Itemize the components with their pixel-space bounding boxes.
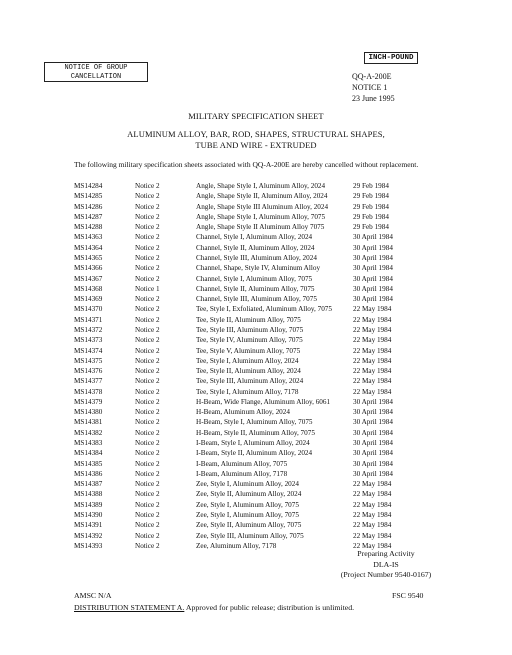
spec-date: 22 May 1984 (353, 305, 392, 314)
notice-number: Notice 2 (135, 356, 160, 365)
spec-date: 22 May 1984 (353, 336, 392, 345)
spec-number: MS14376 (74, 367, 103, 376)
spec-description: H-Beam, Wide Flange, Aluminum Alloy, 6061 (196, 397, 331, 406)
notice-number: Notice 2 (135, 541, 160, 550)
spec-date: 22 May 1984 (353, 511, 392, 519)
spec-description: Zee, Style II, Aluminum Alloy, 7075 (196, 521, 302, 530)
table-row (74, 294, 413, 304)
spec-date: 29 Feb 1984 (353, 212, 389, 221)
spec-date: 30 April 1984 (353, 243, 393, 252)
spec-description: H-Beam, Aluminum Alloy, 2024 (196, 408, 290, 417)
notice-number: Notice 2 (135, 223, 160, 232)
spec-description: Tee, Style II, Aluminum Alloy, 7075 (196, 315, 301, 324)
doc-date: 23 June 1995 (352, 94, 395, 103)
document-identifier (352, 71, 395, 104)
notice-number: Notice 2 (135, 459, 160, 468)
notice-number: Notice 2 (135, 336, 160, 345)
notice-number: Notice 2 (135, 469, 160, 478)
spec-number: MS14388 (74, 490, 103, 499)
spec-date: 29 Feb 1984 (353, 192, 389, 201)
notice-number: Notice 2 (135, 233, 160, 242)
notice-number: Notice 2 (135, 315, 160, 324)
notice-number: Notice 2 (135, 500, 160, 509)
spec-number: MS14378 (74, 387, 103, 396)
table-row (74, 531, 413, 541)
spec-description: Tee, Style III, Aluminum Alloy, 7075 (196, 325, 304, 334)
spec-number: MS14366 (74, 264, 103, 273)
notice-number: Notice 2 (135, 192, 160, 201)
spec-description: Tee, Style I, Aluminum Alloy, 7178 (196, 387, 299, 396)
spec-description: Angle, Shape Style III Aluminum Alloy, 2024 (196, 202, 329, 211)
spec-description: H-Beam, Style II, Aluminum Alloy, 7075 (196, 428, 315, 437)
spec-date: 30 April 1984 (353, 274, 393, 283)
spec-description: Angle, Shape Style I, Aluminum Alloy, 2024 (196, 182, 326, 190)
notice-number: Notice 2 (135, 521, 160, 530)
table-row (74, 459, 413, 469)
spec-number: MS14389 (74, 500, 103, 509)
amsc-note: AMSC N/A (74, 591, 112, 600)
notice-number: Notice 2 (135, 511, 160, 519)
table-row (74, 469, 413, 479)
notice-box-line2: CANCELLATION (70, 73, 122, 81)
table-row (74, 387, 413, 397)
fsc-code: FSC 9540 (392, 591, 424, 600)
spec-description: Channel, Style I, Aluminum Alloy, 2024 (196, 233, 313, 242)
notice-number: Notice 2 (135, 182, 160, 190)
spec-number: MS14384 (74, 449, 103, 458)
table-row (74, 346, 413, 356)
spec-description: I-Beam, Style II, Aluminum Alloy, 2024 (196, 449, 313, 458)
distribution-text: Approved for public release; distribution is unlimited. (184, 603, 355, 612)
table-row (74, 376, 413, 386)
table-row (74, 222, 413, 232)
spec-date: 30 April 1984 (353, 418, 393, 427)
table-row (74, 284, 413, 294)
table-row (74, 510, 413, 520)
spec-description: Zee, Style I, Aluminum Alloy, 7075 (196, 511, 299, 519)
spec-number: MS14390 (74, 511, 103, 519)
table-row (74, 212, 413, 222)
spec-number: MS14368 (74, 284, 103, 293)
notice-number: Notice 2 (135, 387, 160, 396)
intro-paragraph: The following military specification sheets associated with QQ-A-200E are hereby cancelled without replacement. (74, 160, 419, 169)
spec-date: 29 Feb 1984 (353, 202, 389, 211)
spec-description: Zee, Style I, Aluminum Alloy, 7075 (196, 500, 299, 509)
spec-date: 30 April 1984 (353, 233, 393, 242)
spec-number: MS14387 (74, 480, 103, 489)
spec-description: Tee, Style I, Exfoliated, Aluminum Alloy, 7075 (196, 305, 332, 314)
spec-date: 22 May 1984 (353, 480, 392, 489)
page-title: MILITARY SPECIFICATION SHEET (188, 111, 324, 121)
spec-date: 30 April 1984 (353, 469, 393, 478)
spec-number: MS14383 (74, 439, 103, 448)
spec-number: MS14367 (74, 274, 103, 283)
spec-description: H-Beam, Style I, Aluminum Alloy, 7075 (196, 418, 313, 427)
spec-description: I-Beam, Style I, Aluminum Alloy, 2024 (196, 439, 310, 448)
table-row (74, 253, 413, 263)
spec-number: MS14286 (74, 202, 103, 211)
spec-description: Channel, Style III, Aluminum Alloy, 7075 (196, 295, 317, 304)
notice-number: Notice 2 (135, 346, 160, 355)
table-row (74, 428, 413, 438)
spec-date: 22 May 1984 (353, 500, 392, 509)
spec-date: 22 May 1984 (353, 356, 392, 365)
spec-date: 30 April 1984 (353, 295, 393, 304)
table-row (74, 202, 413, 212)
notice-number: Notice 2 (135, 531, 160, 540)
spec-number: MS14382 (74, 428, 103, 437)
table-row (74, 263, 413, 273)
notice-number: Notice 2 (135, 274, 160, 283)
spec-date: 29 Feb 1984 (353, 182, 389, 190)
spec-date: 30 April 1984 (353, 449, 393, 458)
spec-description: Channel, Shape, Style IV, Aluminum Alloy (196, 264, 321, 273)
spec-number: MS14364 (74, 243, 103, 252)
distribution-statement (74, 603, 354, 612)
spec-number: MS14363 (74, 233, 103, 242)
spec-description: Tee, Style II, Aluminum Alloy, 2024 (196, 367, 301, 376)
notice-number: Notice 2 (135, 295, 160, 304)
notice-number: Notice 2 (135, 408, 160, 417)
spec-date: 22 May 1984 (353, 490, 392, 499)
spec-number: MS14284 (74, 182, 103, 190)
spec-date: 30 April 1984 (353, 284, 393, 293)
table-row (74, 479, 413, 489)
subtitle-line2: TUBE AND WIRE - EXTRUDED (195, 140, 317, 150)
table-row (74, 274, 413, 284)
notice-number: Notice 2 (135, 367, 160, 376)
spec-description: Tee, Style IV, Aluminum Alloy, 7075 (196, 336, 303, 345)
spec-number: MS14372 (74, 325, 103, 334)
spec-description: Angle, Shape Style II, Aluminum Alloy, 2024 (196, 192, 328, 201)
spec-description: Zee, Style III, Aluminum Alloy, 7075 (196, 531, 304, 540)
spec-rows (74, 181, 413, 551)
table-row (74, 181, 413, 191)
notice-number: Notice 2 (135, 449, 160, 458)
notice-number: Notice 2 (135, 397, 160, 406)
spec-number: MS14391 (74, 521, 103, 530)
spec-date: 22 May 1984 (353, 387, 392, 396)
spec-number: MS14392 (74, 531, 103, 540)
spec-number: MS14380 (74, 408, 103, 417)
notice-number: Notice 2 (135, 202, 160, 211)
table-row (74, 243, 413, 253)
spec-number: MS14379 (74, 397, 103, 406)
spec-date: 29 Feb 1984 (353, 223, 389, 232)
table-row (74, 489, 413, 499)
notice-number: Notice 2 (135, 253, 160, 262)
spec-description: I-Beam, Aluminum Alloy, 7075 (196, 459, 288, 468)
preparing-label: Preparing Activity (357, 549, 415, 558)
notice-number: Notice 2 (135, 418, 160, 427)
table-row (74, 448, 413, 458)
spec-date: 22 May 1984 (353, 325, 392, 334)
spec-number: MS14385 (74, 459, 103, 468)
distribution-label: DISTRIBUTION STATEMENT A. (74, 603, 185, 612)
spec-number: MS14386 (74, 469, 103, 478)
doc-notice: NOTICE 1 (352, 83, 388, 92)
subtitle-line1: ALUMINUM ALLOY, BAR, ROD, SHAPES, STRUCTURAL SHAPES, (127, 129, 385, 139)
notice-number: Notice 2 (135, 439, 160, 448)
spec-description: Tee, Style V, Aluminum Alloy, 7075 (196, 346, 301, 355)
notice-number: Notice 2 (135, 428, 160, 437)
notice-number: Notice 1 (135, 284, 160, 293)
table-row (74, 335, 413, 345)
spec-number: MS14288 (74, 223, 103, 232)
spec-date: 30 April 1984 (353, 428, 393, 437)
spec-date: 30 April 1984 (353, 439, 393, 448)
notice-number: Notice 2 (135, 490, 160, 499)
table-row (74, 232, 413, 242)
table-row (74, 315, 413, 325)
spec-number: MS14287 (74, 212, 103, 221)
spec-date: 30 April 1984 (353, 408, 393, 417)
spec-description: Channel, Style II, Aluminum Alloy, 7075 (196, 284, 315, 293)
spec-date: 22 May 1984 (353, 531, 392, 540)
spec-date: 22 May 1984 (353, 521, 392, 530)
spec-description: Tee, Style I, Aluminum Alloy, 2024 (196, 356, 299, 365)
doc-number: QQ-A-200E (352, 72, 392, 81)
spec-date: 22 May 1984 (353, 541, 392, 550)
spec-number: MS14381 (74, 418, 103, 427)
spec-number: MS14374 (74, 346, 103, 355)
notice-number: Notice 2 (135, 264, 160, 273)
spec-date: 30 April 1984 (353, 397, 393, 406)
notice-number: Notice 2 (135, 305, 160, 314)
notice-number: Notice 2 (135, 212, 160, 221)
spec-number: MS14365 (74, 253, 103, 262)
spec-description: Zee, Aluminum Alloy, 7178 (196, 541, 277, 550)
notice-number: Notice 2 (135, 480, 160, 489)
spec-description: Channel, Style III, Aluminum Alloy, 2024 (196, 253, 317, 262)
table-row (74, 500, 413, 510)
table-row (74, 191, 413, 201)
notice-number: Notice 2 (135, 243, 160, 252)
spec-date: 22 May 1984 (353, 315, 392, 324)
notice-number: Notice 2 (135, 377, 160, 386)
spec-date: 22 May 1984 (353, 377, 392, 386)
table-row (74, 520, 413, 530)
spec-number: MS14377 (74, 377, 103, 386)
spec-number: MS14373 (74, 336, 103, 345)
cancelled-specs-table (74, 181, 413, 551)
project-number: (Project Number 9540-0167) (340, 570, 432, 579)
notice-number: Notice 2 (135, 325, 160, 334)
spec-number: MS14393 (74, 541, 103, 550)
spec-description: Angle, Shape Style II Aluminum Alloy 7075 (196, 223, 325, 232)
table-row (74, 325, 413, 335)
spec-number: MS14369 (74, 295, 103, 304)
spec-description: Zee, Style I, Aluminum Alloy, 2024 (196, 480, 299, 489)
spec-number: MS14285 (74, 192, 103, 201)
table-row (74, 397, 413, 407)
table-row (74, 304, 413, 314)
spec-description: Channel, Style II, Aluminum Alloy, 2024 (196, 243, 315, 252)
inch-pound-box: INCH-POUND (364, 52, 418, 64)
spec-date: 30 April 1984 (353, 459, 393, 468)
spec-description: Zee, Style II, Aluminum Alloy, 2024 (196, 490, 302, 499)
notice-of-group-cancellation-box (44, 62, 148, 82)
table-row (74, 366, 413, 376)
spec-number: MS14370 (74, 305, 103, 314)
spec-description: Channel, Style I, Aluminum Alloy, 7075 (196, 274, 313, 283)
spec-date: 22 May 1984 (353, 346, 392, 355)
spec-description: I-Beam, Aluminum Alloy, 7178 (196, 469, 288, 478)
table-row (74, 417, 413, 427)
spec-number: MS14371 (74, 315, 103, 324)
notice-box-line1: NOTICE OF GROUP (64, 64, 128, 72)
table-row (74, 356, 413, 366)
spec-date: 30 April 1984 (353, 253, 393, 262)
spec-description: Angle, Shape Style I, Aluminum Alloy, 7075 (196, 212, 326, 221)
spec-date: 30 April 1984 (353, 264, 393, 273)
preparing-activity: DLA-IS (373, 559, 399, 569)
preparing-activity-block (330, 549, 442, 581)
table-row (74, 438, 413, 448)
spec-number: MS14375 (74, 356, 103, 365)
spec-date: 22 May 1984 (353, 367, 392, 376)
spec-description: Tee, Style III, Aluminum Alloy, 2024 (196, 377, 304, 386)
table-row (74, 407, 413, 417)
